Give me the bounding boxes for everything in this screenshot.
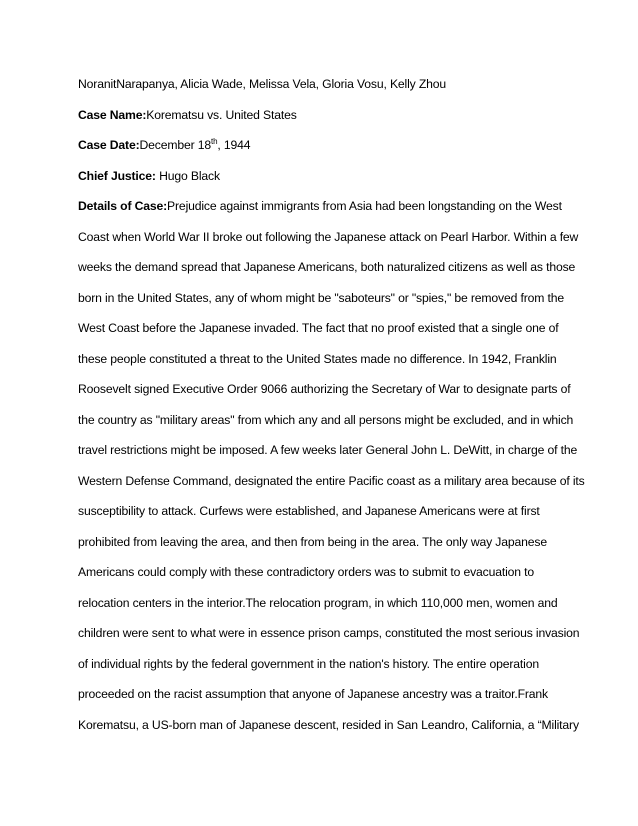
case-name-value: Korematsu vs. United States <box>146 107 297 122</box>
details-line-text: of individual rights by the federal government in the nation's history. The entire operation <box>78 656 539 671</box>
details-line-text: these people constituted a threat to the United States made no difference. In 1942, Franklin <box>78 351 557 366</box>
case-name-label: Case Name: <box>78 107 147 122</box>
details-line <box>78 288 578 319</box>
details-line-text: born in the United States, any of whom might be "saboteurs" or "spies," be removed from the <box>78 290 564 305</box>
details-line <box>78 440 578 471</box>
details-line <box>78 410 578 441</box>
details-line-text: susceptibility to attack. Curfews were established, and Japanese Americans were at first <box>78 504 540 518</box>
details-first-line <box>78 196 578 227</box>
details-line <box>78 501 578 532</box>
details-line-text: West Coast before the Japanese invaded. The fact that no proof existed that a single one of <box>78 321 559 335</box>
chief-justice-label: Chief Justice: <box>78 168 156 183</box>
chief-justice-value: Hugo Black <box>155 168 220 183</box>
details-line-text: Americans could comply with these contradictory orders was to submit to evacuation to <box>78 565 535 579</box>
case-date-ordinal: th <box>211 137 218 146</box>
details-line-text: travel restrictions might be imposed. A few weeks later General John L. DeWitt, in charge of the <box>78 443 578 457</box>
details-line <box>78 654 578 685</box>
authors-line <box>78 74 578 105</box>
details-line <box>78 715 578 746</box>
details-label: Details of Case: <box>78 199 168 213</box>
details-line-text: relocation centers in the interior.The relocation program, in which 110,000 men, women and <box>78 595 558 610</box>
details-line <box>78 623 578 654</box>
document-page <box>78 74 585 745</box>
details-line-text: weeks the demand spread that Japanese Americans, both naturalized citizens as well as those <box>78 260 576 274</box>
case-name-line <box>78 105 578 136</box>
details-line <box>78 227 578 258</box>
details-line-text: Coast when World War II broke out following the Japanese attack on Pearl Harbor. Within a few <box>78 229 579 244</box>
chief-justice-line <box>78 166 578 197</box>
details-line <box>78 349 578 380</box>
details-line-text: Roosevelt signed Executive Order 9066 authorizing the Secretary of War to designate parts of <box>78 382 571 396</box>
details-line <box>78 257 578 288</box>
details-line-text: children were sent to what were in essence prison camps, constituted the most serious invasion <box>78 626 580 640</box>
case-date-value: December 18 <box>139 138 212 152</box>
details-line-text: Korematsu, a US-born man of Japanese descent, resided in San Leandro, California, a “Military <box>78 717 579 732</box>
case-date-year: , 1944 <box>217 138 251 152</box>
details-line-text: the country as "military areas" from which any and all persons might be excluded, and in which <box>78 412 574 427</box>
authors-text: NoranitNarapanya, Alicia Wade, Melissa Vela, Gloria Vosu, Kelly Zhou <box>78 77 447 91</box>
details-line <box>78 532 578 563</box>
details-line-text: proceeded on the racist assumption that anyone of Japanese ancestry was a traitor.Frank <box>78 687 548 701</box>
details-first-text: Prejudice against immigrants from Asia had been longstanding on the West <box>167 199 562 213</box>
details-line <box>78 593 578 624</box>
details-line-text: Western Defense Command, designated the entire Pacific coast as a military area because of its <box>78 473 585 488</box>
details-line <box>78 471 585 502</box>
details-line <box>78 318 578 349</box>
details-line <box>78 684 578 715</box>
details-line-text: prohibited from leaving the area, and then from being in the area. The only way Japanese <box>78 534 547 549</box>
case-date-line <box>78 135 578 166</box>
case-date-label: Case Date: <box>78 138 140 152</box>
details-line <box>78 562 578 593</box>
details-line <box>78 379 578 410</box>
